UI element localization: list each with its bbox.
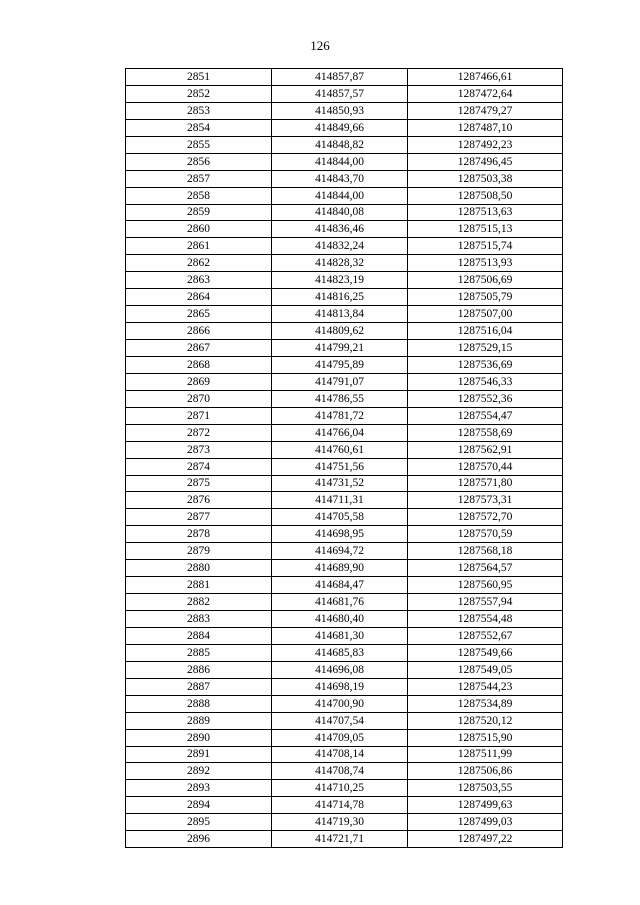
x-coordinate-cell: 414836,46 [272,221,408,238]
point-number-cell: 2869 [126,373,272,390]
x-coordinate-cell: 414857,87 [272,69,408,86]
point-number-cell: 2885 [126,644,272,661]
y-coordinate-cell: 1287568,18 [408,543,563,560]
point-number-cell: 2866 [126,323,272,340]
x-coordinate-cell: 414721,71 [272,831,408,848]
point-number-cell: 2864 [126,289,272,306]
x-coordinate-cell: 414681,30 [272,627,408,644]
table-row [126,441,563,458]
point-number-cell: 2893 [126,780,272,797]
x-coordinate-cell: 414700,90 [272,695,408,712]
table-row [126,797,563,814]
point-number-cell: 2877 [126,509,272,526]
x-coordinate-cell: 414766,04 [272,424,408,441]
table-row [126,780,563,797]
y-coordinate-cell: 1287505,79 [408,289,563,306]
table-row [126,678,563,695]
table-row [126,458,563,475]
y-coordinate-cell: 1287554,48 [408,611,563,628]
point-number-cell: 2862 [126,255,272,272]
x-coordinate-cell: 414843,70 [272,170,408,187]
table-row [126,306,563,323]
x-coordinate-cell: 414795,89 [272,356,408,373]
table-row [126,238,563,255]
y-coordinate-cell: 1287506,69 [408,272,563,289]
y-coordinate-cell: 1287546,33 [408,373,563,390]
point-number-cell: 2860 [126,221,272,238]
table-row [126,187,563,204]
point-number-cell: 2863 [126,272,272,289]
x-coordinate-cell: 414698,95 [272,526,408,543]
point-number-cell: 2872 [126,424,272,441]
table-row [126,204,563,221]
table-row [126,661,563,678]
y-coordinate-cell: 1287552,36 [408,390,563,407]
y-coordinate-cell: 1287503,38 [408,170,563,187]
x-coordinate-cell: 414705,58 [272,509,408,526]
table-row [126,763,563,780]
y-coordinate-cell: 1287472,64 [408,85,563,102]
y-coordinate-cell: 1287557,94 [408,594,563,611]
x-coordinate-cell: 414684,47 [272,577,408,594]
coordinates-table-body [126,69,563,848]
x-coordinate-cell: 414844,00 [272,187,408,204]
y-coordinate-cell: 1287515,74 [408,238,563,255]
point-number-cell: 2854 [126,119,272,136]
y-coordinate-cell: 1287570,59 [408,526,563,543]
x-coordinate-cell: 414760,61 [272,441,408,458]
table-row [126,102,563,119]
x-coordinate-cell: 414681,76 [272,594,408,611]
point-number-cell: 2856 [126,153,272,170]
table-row [126,509,563,526]
table-row [126,390,563,407]
point-number-cell: 2894 [126,797,272,814]
y-coordinate-cell: 1287573,31 [408,492,563,509]
x-coordinate-cell: 414680,40 [272,611,408,628]
point-number-cell: 2886 [126,661,272,678]
y-coordinate-cell: 1287549,05 [408,661,563,678]
y-coordinate-cell: 1287513,63 [408,204,563,221]
table-row [126,594,563,611]
x-coordinate-cell: 414840,08 [272,204,408,221]
table-row [126,221,563,238]
x-coordinate-cell: 414786,55 [272,390,408,407]
y-coordinate-cell: 1287466,61 [408,69,563,86]
point-number-cell: 2891 [126,746,272,763]
y-coordinate-cell: 1287506,86 [408,763,563,780]
point-number-cell: 2889 [126,712,272,729]
x-coordinate-cell: 414696,08 [272,661,408,678]
y-coordinate-cell: 1287571,80 [408,475,563,492]
y-coordinate-cell: 1287508,50 [408,187,563,204]
y-coordinate-cell: 1287499,03 [408,814,563,831]
point-number-cell: 2858 [126,187,272,204]
x-coordinate-cell: 414685,83 [272,644,408,661]
x-coordinate-cell: 414832,24 [272,238,408,255]
table-row [126,627,563,644]
point-number-cell: 2879 [126,543,272,560]
y-coordinate-cell: 1287570,44 [408,458,563,475]
table-row [126,153,563,170]
y-coordinate-cell: 1287496,45 [408,153,563,170]
x-coordinate-cell: 414731,52 [272,475,408,492]
table-row [126,170,563,187]
table-row [126,543,563,560]
table-row [126,644,563,661]
table-row [126,356,563,373]
y-coordinate-cell: 1287554,47 [408,407,563,424]
x-coordinate-cell: 414781,72 [272,407,408,424]
x-coordinate-cell: 414799,21 [272,340,408,357]
x-coordinate-cell: 414709,05 [272,729,408,746]
table-row [126,340,563,357]
table-row [126,695,563,712]
point-number-cell: 2855 [126,136,272,153]
x-coordinate-cell: 414848,82 [272,136,408,153]
y-coordinate-cell: 1287513,93 [408,255,563,272]
table-row [126,373,563,390]
y-coordinate-cell: 1287544,23 [408,678,563,695]
table-row [126,611,563,628]
point-number-cell: 2867 [126,340,272,357]
table-row [126,69,563,86]
point-number-cell: 2865 [126,306,272,323]
x-coordinate-cell: 414719,30 [272,814,408,831]
point-number-cell: 2895 [126,814,272,831]
x-coordinate-cell: 414714,78 [272,797,408,814]
table-row [126,323,563,340]
point-number-cell: 2853 [126,102,272,119]
x-coordinate-cell: 414857,57 [272,85,408,102]
y-coordinate-cell: 1287529,15 [408,340,563,357]
x-coordinate-cell: 414710,25 [272,780,408,797]
table-row [126,814,563,831]
point-number-cell: 2883 [126,611,272,628]
table-row [126,424,563,441]
point-number-cell: 2881 [126,577,272,594]
table-row [126,577,563,594]
y-coordinate-cell: 1287552,67 [408,627,563,644]
point-number-cell: 2888 [126,695,272,712]
point-number-cell: 2878 [126,526,272,543]
table-row [126,526,563,543]
y-coordinate-cell: 1287520,12 [408,712,563,729]
page-number: 126 [310,38,330,53]
point-number-cell: 2859 [126,204,272,221]
x-coordinate-cell: 414844,00 [272,153,408,170]
point-number-cell: 2873 [126,441,272,458]
y-coordinate-cell: 1287549,66 [408,644,563,661]
table-row [126,560,563,577]
point-number-cell: 2892 [126,763,272,780]
y-coordinate-cell: 1287562,91 [408,441,563,458]
x-coordinate-cell: 414813,84 [272,306,408,323]
x-coordinate-cell: 414791,07 [272,373,408,390]
x-coordinate-cell: 414694,72 [272,543,408,560]
x-coordinate-cell: 414698,19 [272,678,408,695]
point-number-cell: 2861 [126,238,272,255]
table-row [126,475,563,492]
y-coordinate-cell: 1287492,23 [408,136,563,153]
table-row [126,119,563,136]
point-number-cell: 2857 [126,170,272,187]
point-number-cell: 2852 [126,85,272,102]
point-number-cell: 2871 [126,407,272,424]
table-row [126,289,563,306]
y-coordinate-cell: 1287572,70 [408,509,563,526]
y-coordinate-cell: 1287511,99 [408,746,563,763]
y-coordinate-cell: 1287515,13 [408,221,563,238]
x-coordinate-cell: 414828,32 [272,255,408,272]
table-row [126,831,563,848]
y-coordinate-cell: 1287564,57 [408,560,563,577]
x-coordinate-cell: 414850,93 [272,102,408,119]
x-coordinate-cell: 414816,25 [272,289,408,306]
y-coordinate-cell: 1287487,10 [408,119,563,136]
table-row [126,136,563,153]
x-coordinate-cell: 414711,31 [272,492,408,509]
point-number-cell: 2868 [126,356,272,373]
x-coordinate-cell: 414809,62 [272,323,408,340]
point-number-cell: 2896 [126,831,272,848]
coordinates-table [125,68,563,848]
table-row [126,746,563,763]
table-row [126,272,563,289]
y-coordinate-cell: 1287560,95 [408,577,563,594]
y-coordinate-cell: 1287499,63 [408,797,563,814]
point-number-cell: 2870 [126,390,272,407]
y-coordinate-cell: 1287503,55 [408,780,563,797]
y-coordinate-cell: 1287515,90 [408,729,563,746]
point-number-cell: 2890 [126,729,272,746]
x-coordinate-cell: 414707,54 [272,712,408,729]
point-number-cell: 2874 [126,458,272,475]
y-coordinate-cell: 1287536,69 [408,356,563,373]
point-number-cell: 2887 [126,678,272,695]
x-coordinate-cell: 414849,66 [272,119,408,136]
point-number-cell: 2876 [126,492,272,509]
point-number-cell: 2884 [126,627,272,644]
x-coordinate-cell: 414689,90 [272,560,408,577]
point-number-cell: 2875 [126,475,272,492]
y-coordinate-cell: 1287558,69 [408,424,563,441]
table-row [126,407,563,424]
x-coordinate-cell: 414708,14 [272,746,408,763]
y-coordinate-cell: 1287479,27 [408,102,563,119]
x-coordinate-cell: 414823,19 [272,272,408,289]
table-row [126,492,563,509]
table-row [126,712,563,729]
point-number-cell: 2880 [126,560,272,577]
y-coordinate-cell: 1287534,89 [408,695,563,712]
y-coordinate-cell: 1287507,00 [408,306,563,323]
point-number-cell: 2851 [126,69,272,86]
table-row [126,85,563,102]
table-row [126,729,563,746]
x-coordinate-cell: 414708,74 [272,763,408,780]
y-coordinate-cell: 1287516,04 [408,323,563,340]
table-row [126,255,563,272]
x-coordinate-cell: 414751,56 [272,458,408,475]
y-coordinate-cell: 1287497,22 [408,831,563,848]
point-number-cell: 2882 [126,594,272,611]
